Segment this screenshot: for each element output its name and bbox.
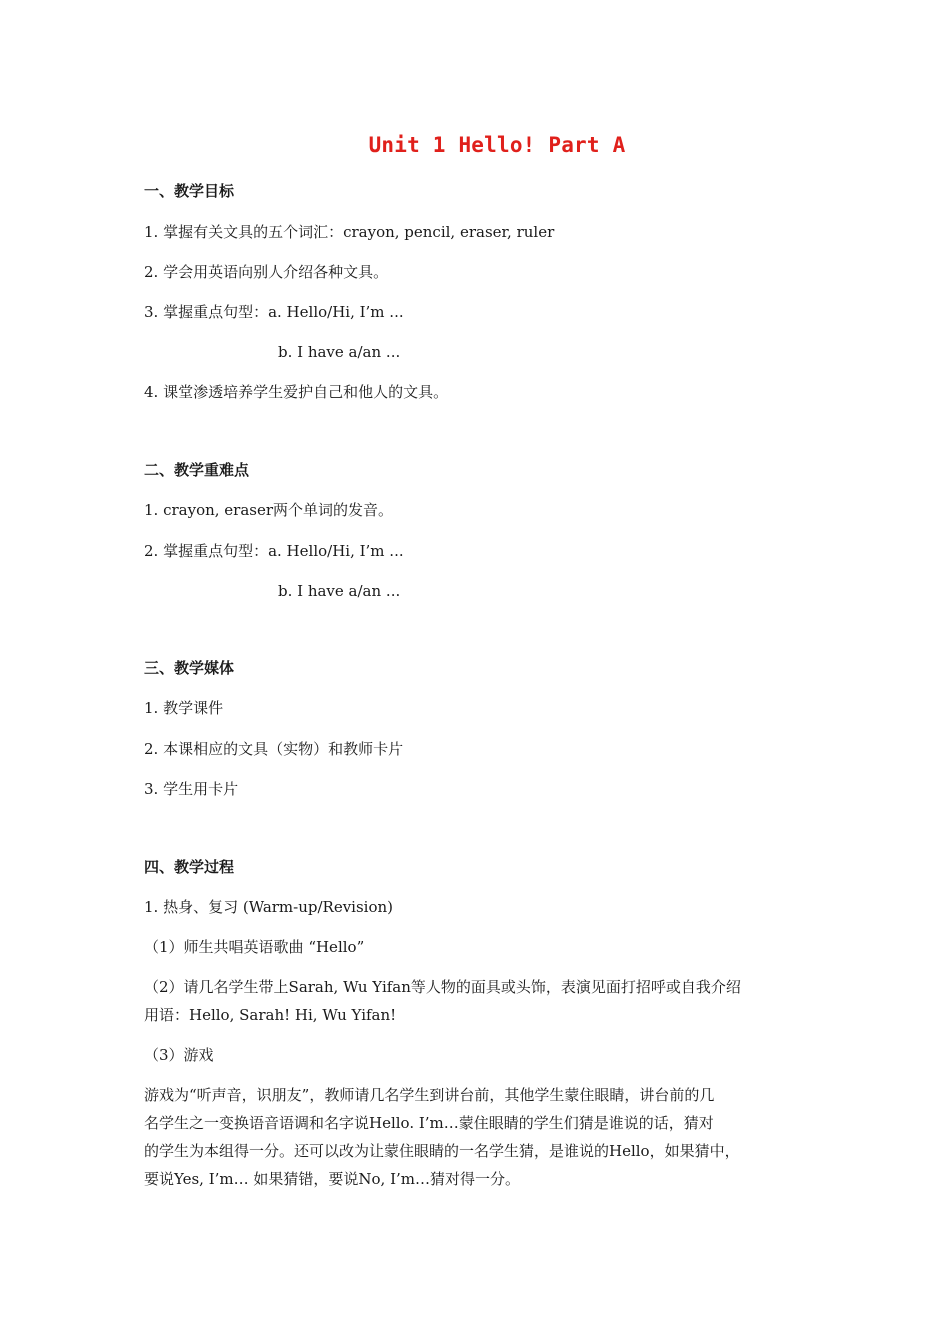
key-points-item-2b: b. I have a/an ... [278, 582, 401, 600]
process-item-4: （3）游戏 [144, 1046, 214, 1064]
process-paragraph-line-4: 要说Yes, I’m… 如果猜错，要说No, I’m…猜对得一分。 [144, 1170, 521, 1188]
process-paragraph-line-3: 的学生为本组得一分。还可以改为让蒙住眼睛的一名学生猜，是谁说的Hello，如果猜中， [144, 1142, 740, 1160]
media-item-1: 1. 教学课件 [144, 699, 224, 717]
key-points-item-2: 2. 掌握重点句型：a. Hello/Hi, I’m ... [144, 542, 404, 560]
media-item-2: 2. 本课相应的文具（实物）和教师卡片 [144, 740, 404, 758]
process-paragraph-line-1: 游戏为“听声音，识朋友”，教师请几名学生到讲台前，其他学生蒙住眼睛，讲台前的几 [144, 1086, 715, 1104]
goals-item-1: 1. 掌握有关文具的五个词汇：crayon, pencil, eraser, ruler [144, 223, 555, 241]
process-item-2: （1）师生共唱英语歌曲 “Hello” [144, 938, 365, 956]
goals-item-3b: b. I have a/an ... [278, 343, 401, 361]
goals-item-3: 3. 掌握重点句型：a. Hello/Hi, I’m ... [144, 303, 404, 321]
process-item-1: 1. 热身、复习 (Warm-up/Revision) [144, 898, 394, 916]
media-item-3: 3. 学生用卡片 [144, 780, 239, 798]
section-heading-key-points: 二、教学重难点 [144, 461, 250, 479]
section-heading-goals: 一、教学目标 [144, 182, 235, 200]
goals-item-2: 2. 学会用英语向别人介绍各种文具。 [144, 263, 389, 281]
document-title: Unit 1 Hello! Part A [368, 133, 626, 157]
process-item-3: （2）请几名学生带上Sarah, Wu Yifan等人物的面具或头饰，表演见面打招呼或自我介绍 [144, 978, 741, 996]
section-heading-process: 四、教学过程 [144, 858, 235, 876]
goals-item-4: 4. 课堂渗透培养学生爱护自己和他人的文具。 [144, 383, 449, 401]
section-heading-media: 三、教学媒体 [144, 659, 235, 677]
process-paragraph-line-2: 名学生之一变换语音语调和名字说Hello. I’m…蒙住眼睛的学生们猜是谁说的话，猜对 [144, 1114, 714, 1132]
process-item-3-cont: 用语：Hello, Sarah! Hi, Wu Yifan! [144, 1006, 397, 1024]
key-points-item-1: 1. crayon, eraser两个单词的发音。 [144, 501, 394, 519]
